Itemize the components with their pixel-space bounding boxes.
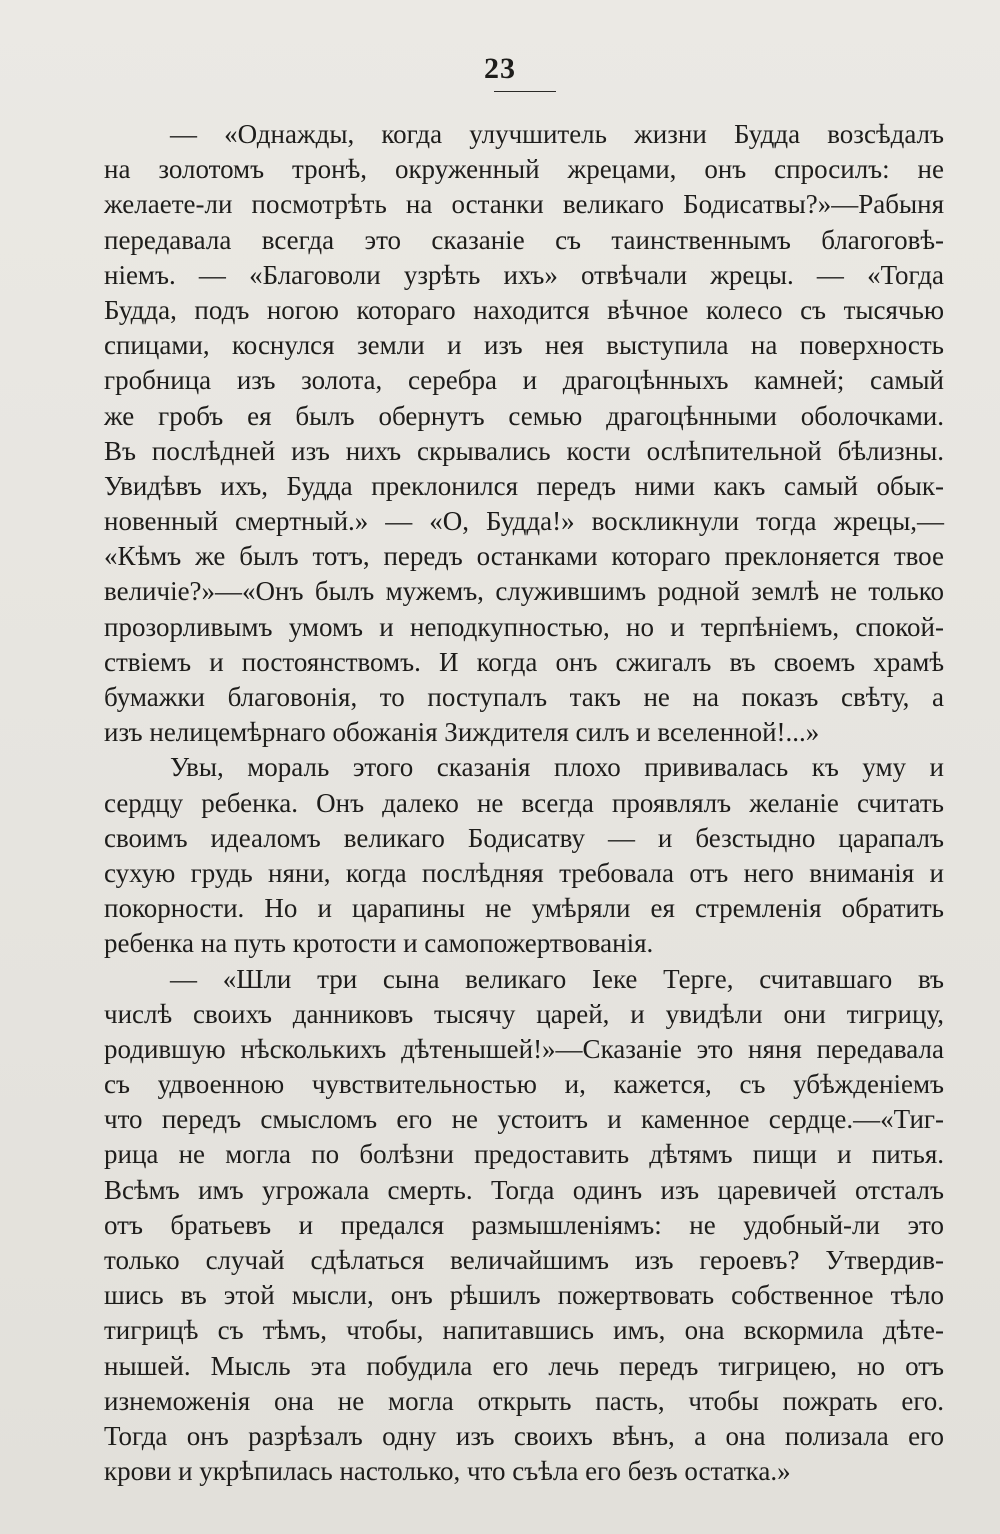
text-line: Увы, мораль этого сказанія плохо прививалась къ уму и <box>170 752 944 783</box>
text-line: съ удвоенною чувствительностью и, кажется, съ убѣжденіемъ <box>104 1069 944 1100</box>
text-line: Въ послѣдней изъ нихъ скрывались кости ослѣпительной бѣлизны. <box>104 435 944 466</box>
text-line: Тогда онъ разрѣзалъ одну изъ своихъ вѣнъ, а она полизала его <box>104 1420 944 1451</box>
page-number-underline <box>494 91 556 92</box>
text-line: нышей. Мысль эта побудила его лечь передъ тигрицею, но отъ <box>104 1350 944 1381</box>
text-line: Увидѣвъ ихъ, Будда преклонился передъ ними какъ самый обык- <box>104 470 944 501</box>
text-line: же гробъ ея былъ обернутъ семью драгоцѣнными оболочками. <box>104 400 944 431</box>
text-line: что передъ смысломъ его не устоитъ и каменное сердце.—«Тиг- <box>104 1104 944 1135</box>
text-line: желаете-ли посмотрѣть на останки великаго Бодисатвы?»—Рабыня <box>104 189 944 220</box>
text-line: изнеможенія она не могла открыть пасть, чтобы пожрать его. <box>104 1385 944 1416</box>
text-line: прозорливымъ умомъ и неподкупностью, но и терпѣніемъ, спокой- <box>104 611 944 642</box>
text-line: ствіемъ и постоянствомъ. И когда онъ сжигалъ въ своемъ храмѣ <box>104 646 944 677</box>
text-line: изъ нелицемѣрнаго обожанія Зиждителя силъ и вселенной!...» <box>104 717 820 748</box>
text-line: покорности. Но и царапины не умѣряли ея стремленія обратить <box>104 893 944 924</box>
text-line: рица не могла по болѣзни предоставить дѣтямъ пищи и питья. <box>104 1139 944 1170</box>
text-line: новенный смертный.» — «О, Будда!» воскликнули тогда жрецы,— <box>104 506 944 537</box>
text-line: Будда, подъ ногою котораго находится вѣчное колесо съ тысячью <box>104 294 944 325</box>
text-line: отъ братьевъ и предался размышленіямъ: не удобный-ли это <box>104 1209 944 1240</box>
text-line: числѣ своихъ данниковъ тысячу царей, и увидѣли они тигрицу, <box>104 998 944 1029</box>
text-line: сухую грудь няни, когда послѣдняя требовала отъ него вниманія и <box>104 857 944 888</box>
text-line: сердцу ребенка. Онъ далеко не всегда проявлялъ желаніе считать <box>104 787 944 818</box>
text-line: величіе?»—«Онъ былъ мужемъ, служившимъ родной землѣ не только <box>104 576 944 607</box>
text-line: своимъ идеаломъ великаго Бодисатву — и безстыдно царапалъ <box>104 822 944 853</box>
text-line: «Кѣмъ же былъ тотъ, передъ останками котораго преклоняется твое <box>104 541 944 572</box>
text-line: ніемъ. — «Благоволи узрѣть ихъ» отвѣчали жрецы. — «Тогда <box>104 259 944 290</box>
page-number: 23 <box>484 52 516 85</box>
text-line: Всѣмъ имъ угрожала смерть. Тогда одинъ изъ царевичей отсталъ <box>104 1174 944 1205</box>
body-text <box>104 117 944 1489</box>
text-line: — «Однажды, когда улучшитель жизни Будда возсѣдалъ <box>170 119 944 149</box>
text-line: ребенка на путь кротости и самопожертвованія. <box>104 928 654 959</box>
text-line: передавала всегда это сказаніе съ таинственнымъ благоговѣ- <box>104 224 944 255</box>
text-line: — «Шли три сына великаго Іеке Терге, считавшаго въ <box>170 963 944 994</box>
text-line: на золотомъ тронѣ, окруженный жрецами, онъ спросилъ: не <box>104 154 944 185</box>
text-line: тигрицѣ съ тѣмъ, чтобы, напитавшись имъ, она вскормила дѣте- <box>104 1315 944 1346</box>
text-line: гробница изъ золота, серебра и драгоцѣнныхъ камней; самый <box>104 365 944 396</box>
text-line: спицами, коснулся земли и изъ нея выступила на поверхность <box>104 330 944 361</box>
text-line: бумажки благовонія, то поступалъ такъ не на показъ свѣту, а <box>104 682 944 712</box>
text-line: крови и укрѣпилась настолько, что съѣла его безъ остатка.» <box>104 1456 791 1487</box>
text-line: только случай сдѣлаться величайшимъ изъ героевъ? Утвердив- <box>104 1245 944 1275</box>
text-line: шись въ этой мысли, онъ рѣшилъ пожертвовать собственное тѣло <box>104 1280 944 1311</box>
text-line: родившую нѣсколькихъ дѣтенышей!»—Сказаніе это няня передавала <box>104 1033 944 1064</box>
